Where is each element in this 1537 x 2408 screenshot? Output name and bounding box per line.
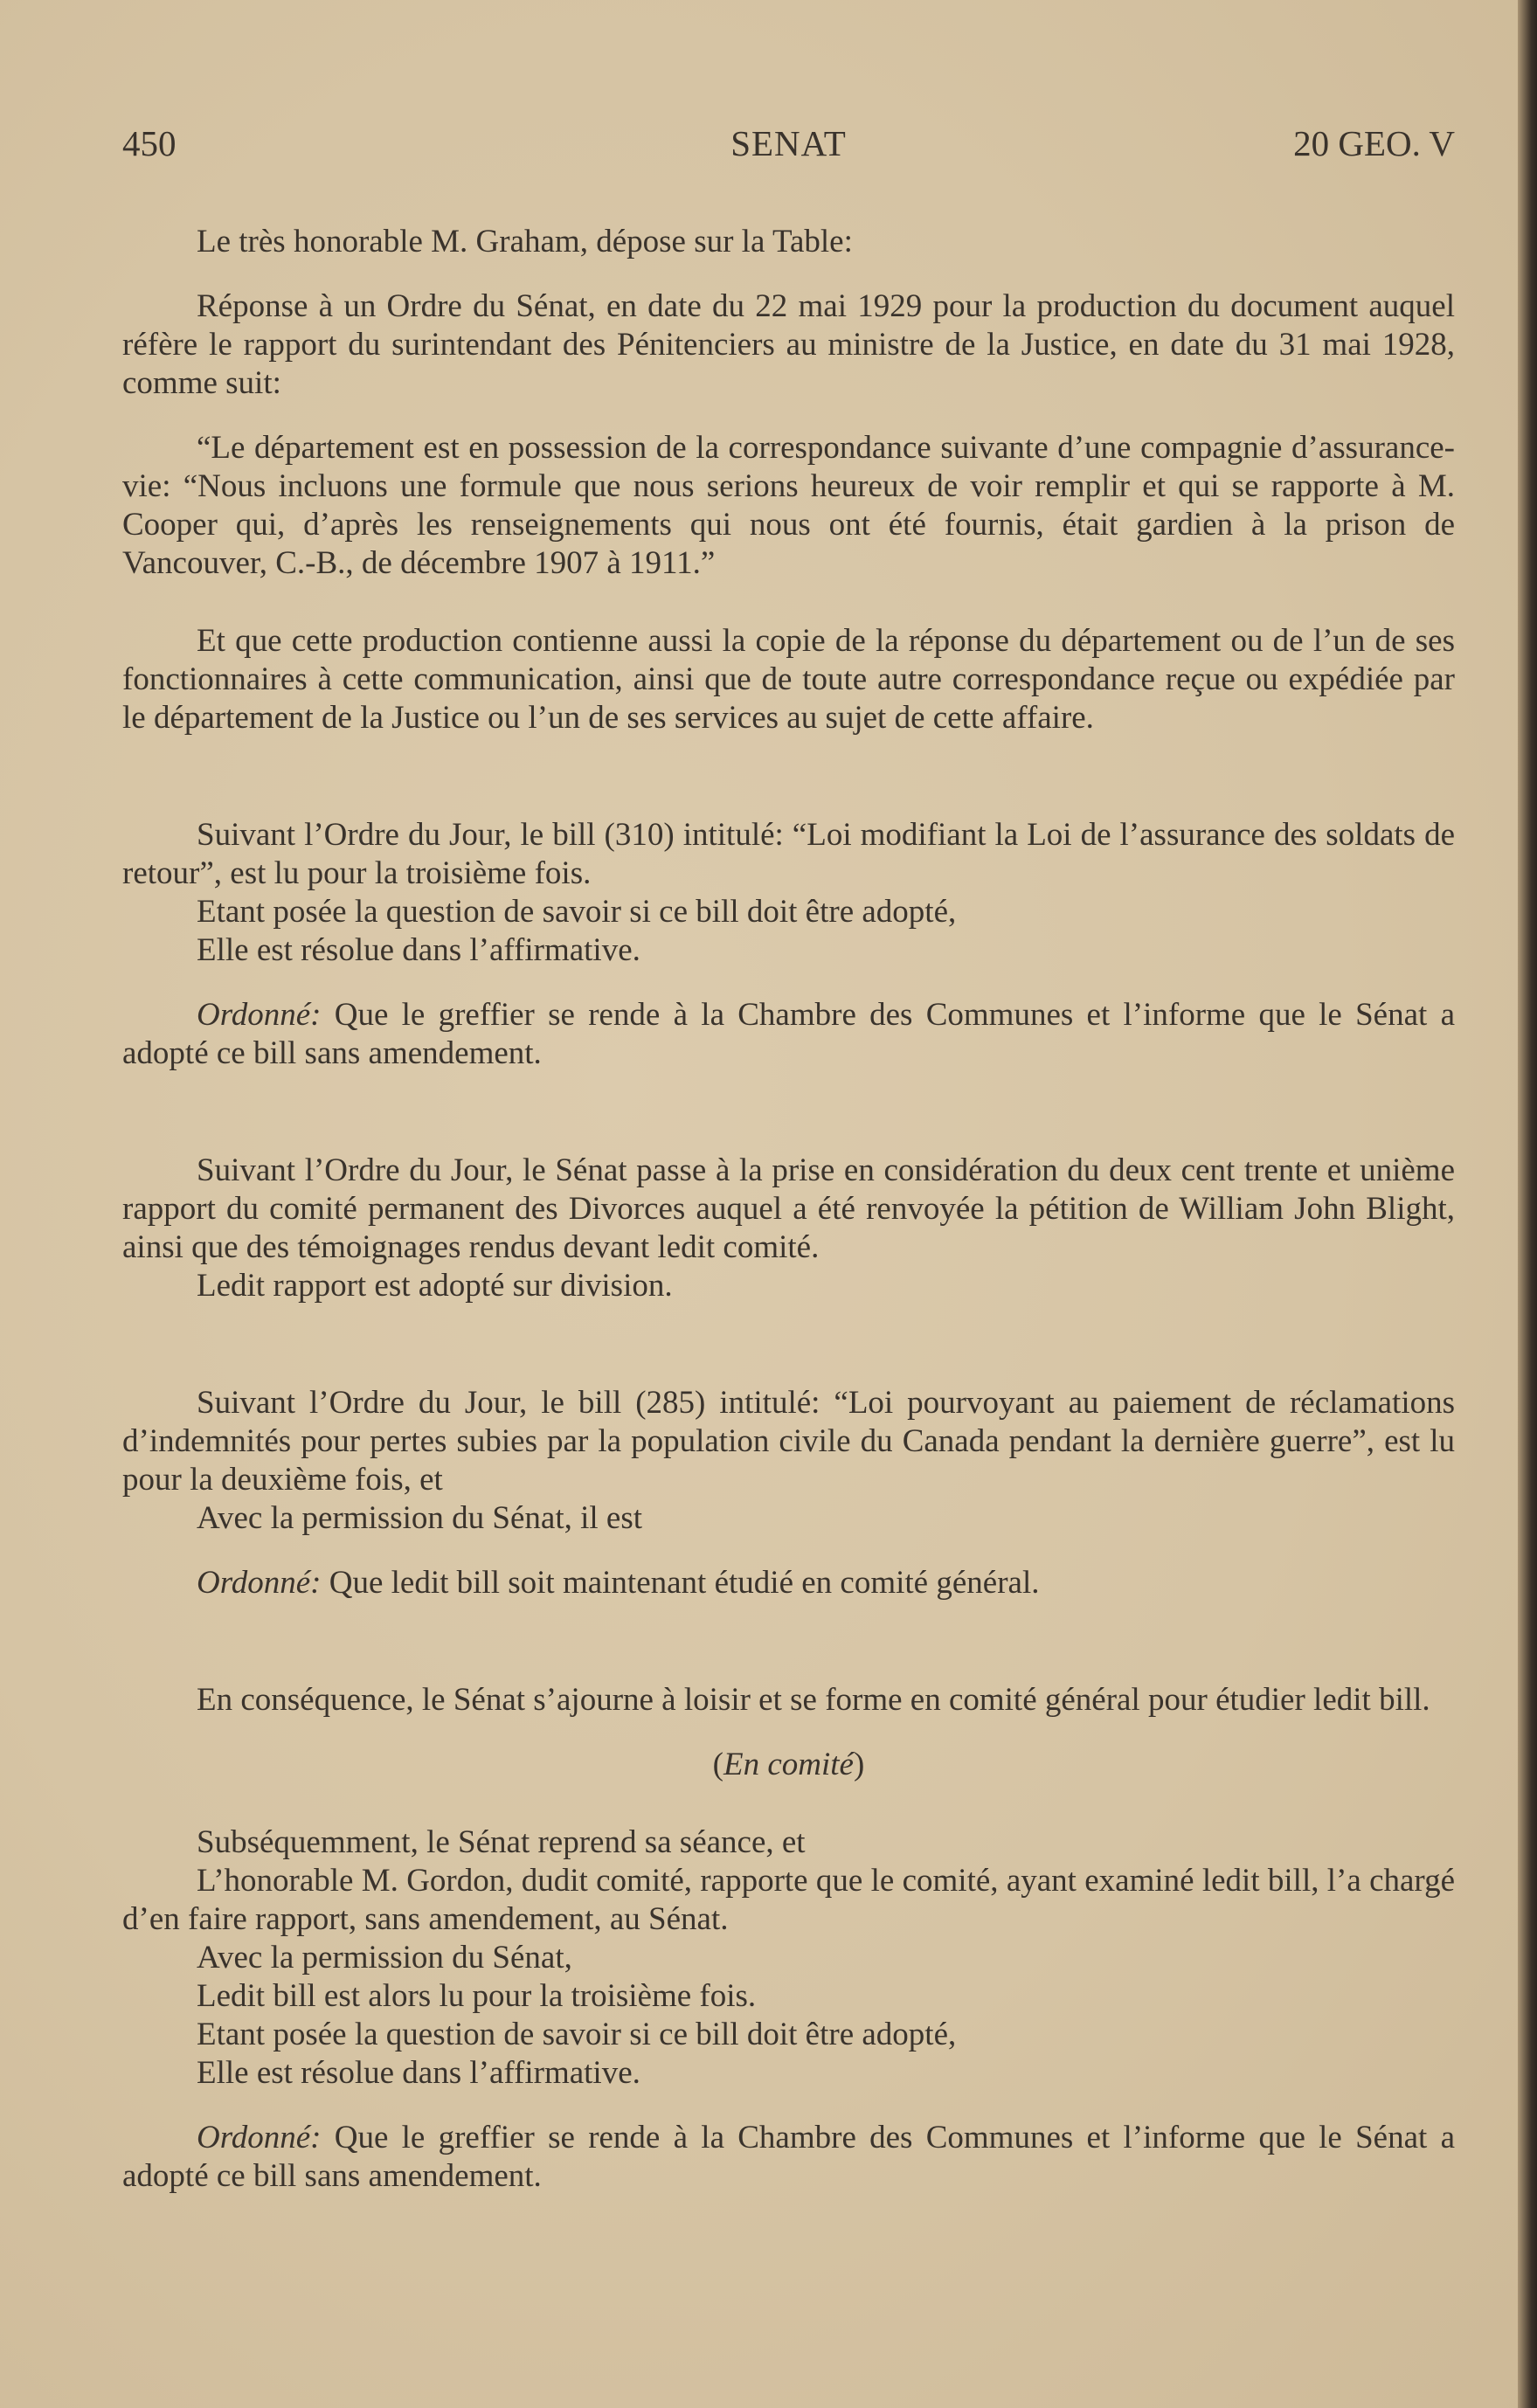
paragraph-divorce-report: Suivant l’Ordre du Jour, le Sénat passe à la prise en considération du deux cent trente et unième rapport du comité permanent des Divorces auquel a été renvoyée la pétition de William John Blight, ainsi que des témoignages rendus devant ledit comité. [122,1152,1455,1265]
paragraph-permission: Avec la permission du Sénat, il est [197,1500,643,1536]
paragraph-question: Etant posée la question de savoir si ce bill doit être adopté, [197,894,957,930]
page-edge-shadow [1518,0,1537,2408]
page-title: SENAT [730,123,847,163]
paragraph-order-1 [122,996,1455,1073]
paragraph-resumes: Subséquemment, le Sénat reprend sa séance, et [197,1824,806,1860]
order-text: Que ledit bill soit maintenant étudié en comité général. [321,1565,1040,1601]
paragraph-gordon-report: L’honorable M. Gordon, dudit comité, rapporte que le comité, ayant examiné ledit bill, l’a chargé d’en faire rapport, sans amendement, au Sénat. [122,1863,1455,1937]
document-body [122,223,1455,2196]
order-label: Ordonné: [197,1565,322,1601]
paragraph-response: Réponse à un Ordre du Sénat, en date du 22 mai 1929 pour la production du document auquel réfère le rapport du surintendant des Pénitenciers au ministre de la Justice, en date du 31 mai 1928, comme suit: [122,288,1455,401]
paragraph-order-2 [122,1564,1455,1602]
paragraph-order-3 [122,2119,1455,2196]
paragraph-question-2: Etant posée la question de savoir si ce bill doit être adopté, [197,2017,957,2052]
paragraph-bill-310: Suivant l’Ordre du Jour, le bill (310) intitulé: “Loi modifiant la Loi de l’assurance des soldats de retour”, est lu pour la troisième fois. [122,817,1455,891]
order-label: Ordonné: [197,997,322,1033]
order-label: Ordonné: [197,2120,322,2155]
paragraph-report-adopted: Ledit rapport est adopté sur division. [197,1268,673,1304]
paragraph-tabling: Le très honorable M. Graham, dépose sur la Table: [197,224,853,259]
order-text: Que le greffier se rende à la Chambre des Communes et l’informe que le Sénat a adopté ce bill sans amendement. [122,2120,1455,2194]
order-text: Que le greffier se rende à la Chambre des Communes et l’informe que le Sénat a adopté ce bill sans amendement. [122,997,1455,1071]
paragraph-committee: En conséquence, le Sénat s’ajourne à loisir et se forme en comité général pour étudier ledit bill. [197,1682,1430,1718]
page-number: 450 [122,123,177,163]
paragraph-affirmative-2: Elle est résolue dans l’affirmative. [197,2055,640,2091]
session-label: 20 GEO. V [1293,123,1455,163]
in-committee-label: En comité [723,1747,854,1782]
paragraph-production: Et que cette production contienne aussi la copie de la réponse du département ou de l’un de ses fonctionnaires à cette communication, ainsi que de toute autre correspondance reçue ou expédiée par le département de la Justice ou l’un de ses services au sujet de cette affaire. [122,623,1455,736]
paragraph-bill-285: Suivant l’Ordre du Jour, le bill (285) intitulé: “Loi pourvoyant au paiement de réclamations d’indemnités pour pertes subies par la population civile du Canada pendant la dernière guerre”, est lu pour la deuxième fois, et [122,1385,1455,1498]
heading-in-committee: (En comité) [712,1747,865,1782]
paragraph-quote: “Le département est en possession de la correspondance suivante d’une compagnie d’assurance-vie: “Nous incluons une formule que nous serions heureux de voir remplir et qui se rapporte à M. Cooper qui, d’après les renseignements qui nous ont été fournis, était gardien à la prison de Vancouver, C.-B., de décembre 1907 à 1911.” [122,430,1455,581]
paragraph-affirmative: Elle est résolue dans l’affirmative. [197,932,640,968]
page-header [122,122,1455,175]
paragraph-third-reading: Ledit bill est alors lu pour la troisième fois. [197,1978,757,2014]
paragraph-permission-2: Avec la permission du Sénat, [197,1940,572,1976]
